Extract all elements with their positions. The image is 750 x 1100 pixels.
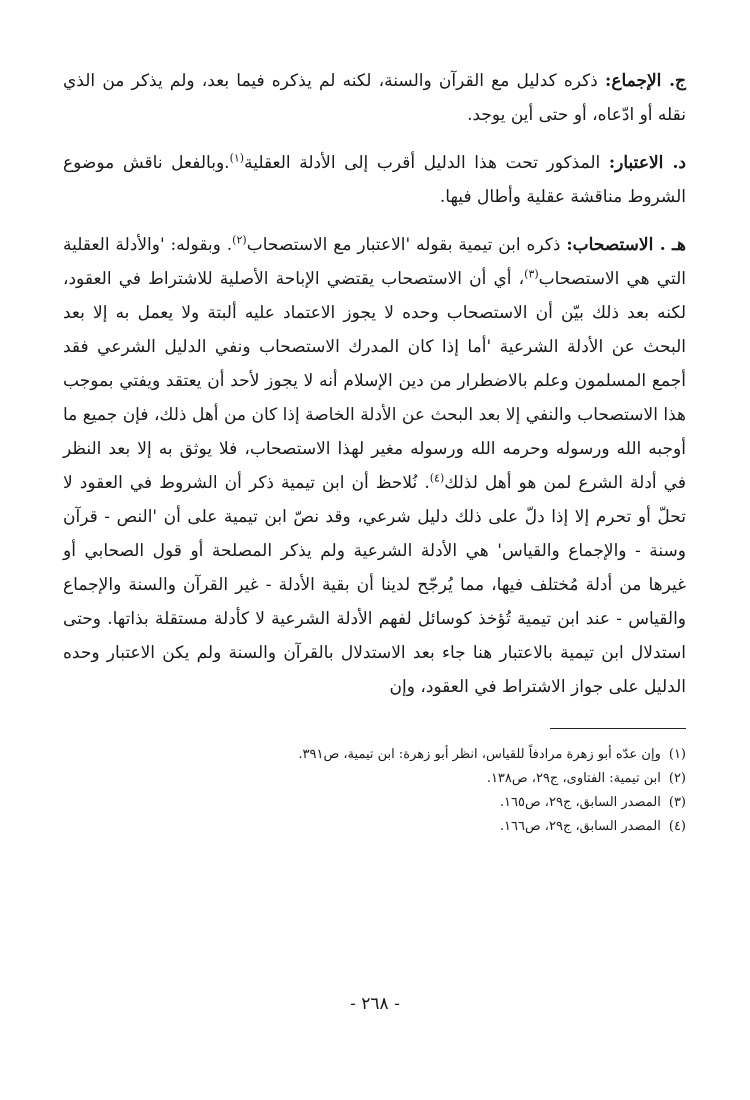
footnote-number: (٢) <box>668 771 686 786</box>
footnote-item <box>63 743 686 767</box>
paragraph-ijma <box>63 64 686 132</box>
footnote-number: (٣) <box>668 795 686 810</box>
footnote-number: (١) <box>668 747 686 762</box>
section-heading-ijma: ج. الإجماع: <box>605 71 686 91</box>
paragraph-text: ، أي أن الاستصحاب يقتضي الإباحة الأصلية للاشتراط في العقود، لكنه بعد ذلك بيّن أن الاستصحاب وحده لا يجوز الاعتماد عليه ألبتة ولا يعمل به إلا بعد البحث عن الأدلة الشرعية 'أما إذا كان المدرك الاستصحاب ونفي الدليل الشرعي فقد أجمع المسلمون وعلم بالاضطرار من دين الإسلام أنه لا يجوز لأحد أن يعتقد ويفتي بموجب هذا الاستصحاب والنفي إلا بعد البحث عن الأدلة الخاصة إذا كان من أهل ذلك، فإن جميع ما أوجبه الله ورسوله وحرمه الله ورسوله مغير لهذا الاستصحاب، فلا يوثق به إلا بعد النظر في أدلة الشرع لمن هو أهل لذلك <box>63 269 686 493</box>
footnote-text: ابن تيمية: الفتاوى، ج٢٩، ص١٣٨. <box>486 771 661 786</box>
paragraph-text: . نُلاحظ أن ابن تيمية ذكر أن الشروط في العقود لا تحلّ أو تحرم إلا إذا دلّ على ذلك دليل شرعي، وقد نصّ ابن تيمية على أن 'النص - قرآن وسنة - والإجماع والقياس' هي الأدلة الشرعية ولم يذكر المصلحة أو قول الصحابي أو غيرها من أدلة مُختلف فيها، مما يُرجّح لدينا أن بقية الأدلة - غير القرآن والسنة والإجماع والقياس - عند ابن تيمية تُؤخذ كوسائل لفهم الأدلة الشرعية لا كأدلة مستقلة بذاتها. وحتى استدلال ابن تيمية بالاعتبار هنا جاء بعد الاستدلال بالقرآن والسنة ولم يكن الاعتبار وحده الدليل على جواز الاشتراط في العقود، وإن <box>63 473 686 697</box>
footnote-divider <box>550 728 686 729</box>
paragraph-itibar <box>63 146 686 214</box>
paragraph-text: ذكره ابن تيمية بقوله 'الاعتبار مع الاستصحاب <box>246 235 567 255</box>
footnotes <box>63 743 686 839</box>
section-heading-istishab: هـ . الاستصحاب: <box>566 235 687 255</box>
paragraph-text: ذكره كدليل مع القرآن والسنة، لكنه لم يذكره فيما بعد، ولم يذكر من الذي نقله أو ادّعاه، أو حتى أين يوجد. <box>63 71 686 125</box>
footnote-text: المصدر السابق، ج٢٩، ص١٦٦. <box>499 819 661 834</box>
section-heading-itibar: د. الاعتبار: <box>608 153 686 173</box>
paragraph-text: . وبقوله: 'والأدلة العقلية التي هي الاستصحاب <box>63 235 686 289</box>
footnote-ref: (١) <box>229 151 245 165</box>
paragraph-text: .وبالفعل ناقش موضوع الشروط مناقشة عقلية وأطال فيها. <box>63 153 686 207</box>
footnote-item <box>63 791 686 815</box>
footnote-ref: (٣) <box>524 267 539 281</box>
footnote-number: (٤) <box>668 819 686 834</box>
footnote-text: وإن عدّه أبو زهرة مرادفاً للقياس، انظر أبو زهرة: ابن تيمية، ص٣٩١. <box>298 747 661 762</box>
page-number: - ٢٦٨ - <box>350 994 400 1014</box>
footnote-item <box>63 815 686 839</box>
footnote-ref: (٤) <box>429 471 445 485</box>
paragraph-istishab <box>63 228 686 704</box>
footnote-item <box>63 767 686 791</box>
body-text <box>63 64 686 704</box>
footnote-text: المصدر السابق، ج٢٩، ص١٦٥. <box>499 795 661 810</box>
paragraph-text: المذكور تحت هذا الدليل أقرب إلى الأدلة العقلية <box>244 153 609 173</box>
footnote-ref: (٢) <box>232 233 247 247</box>
